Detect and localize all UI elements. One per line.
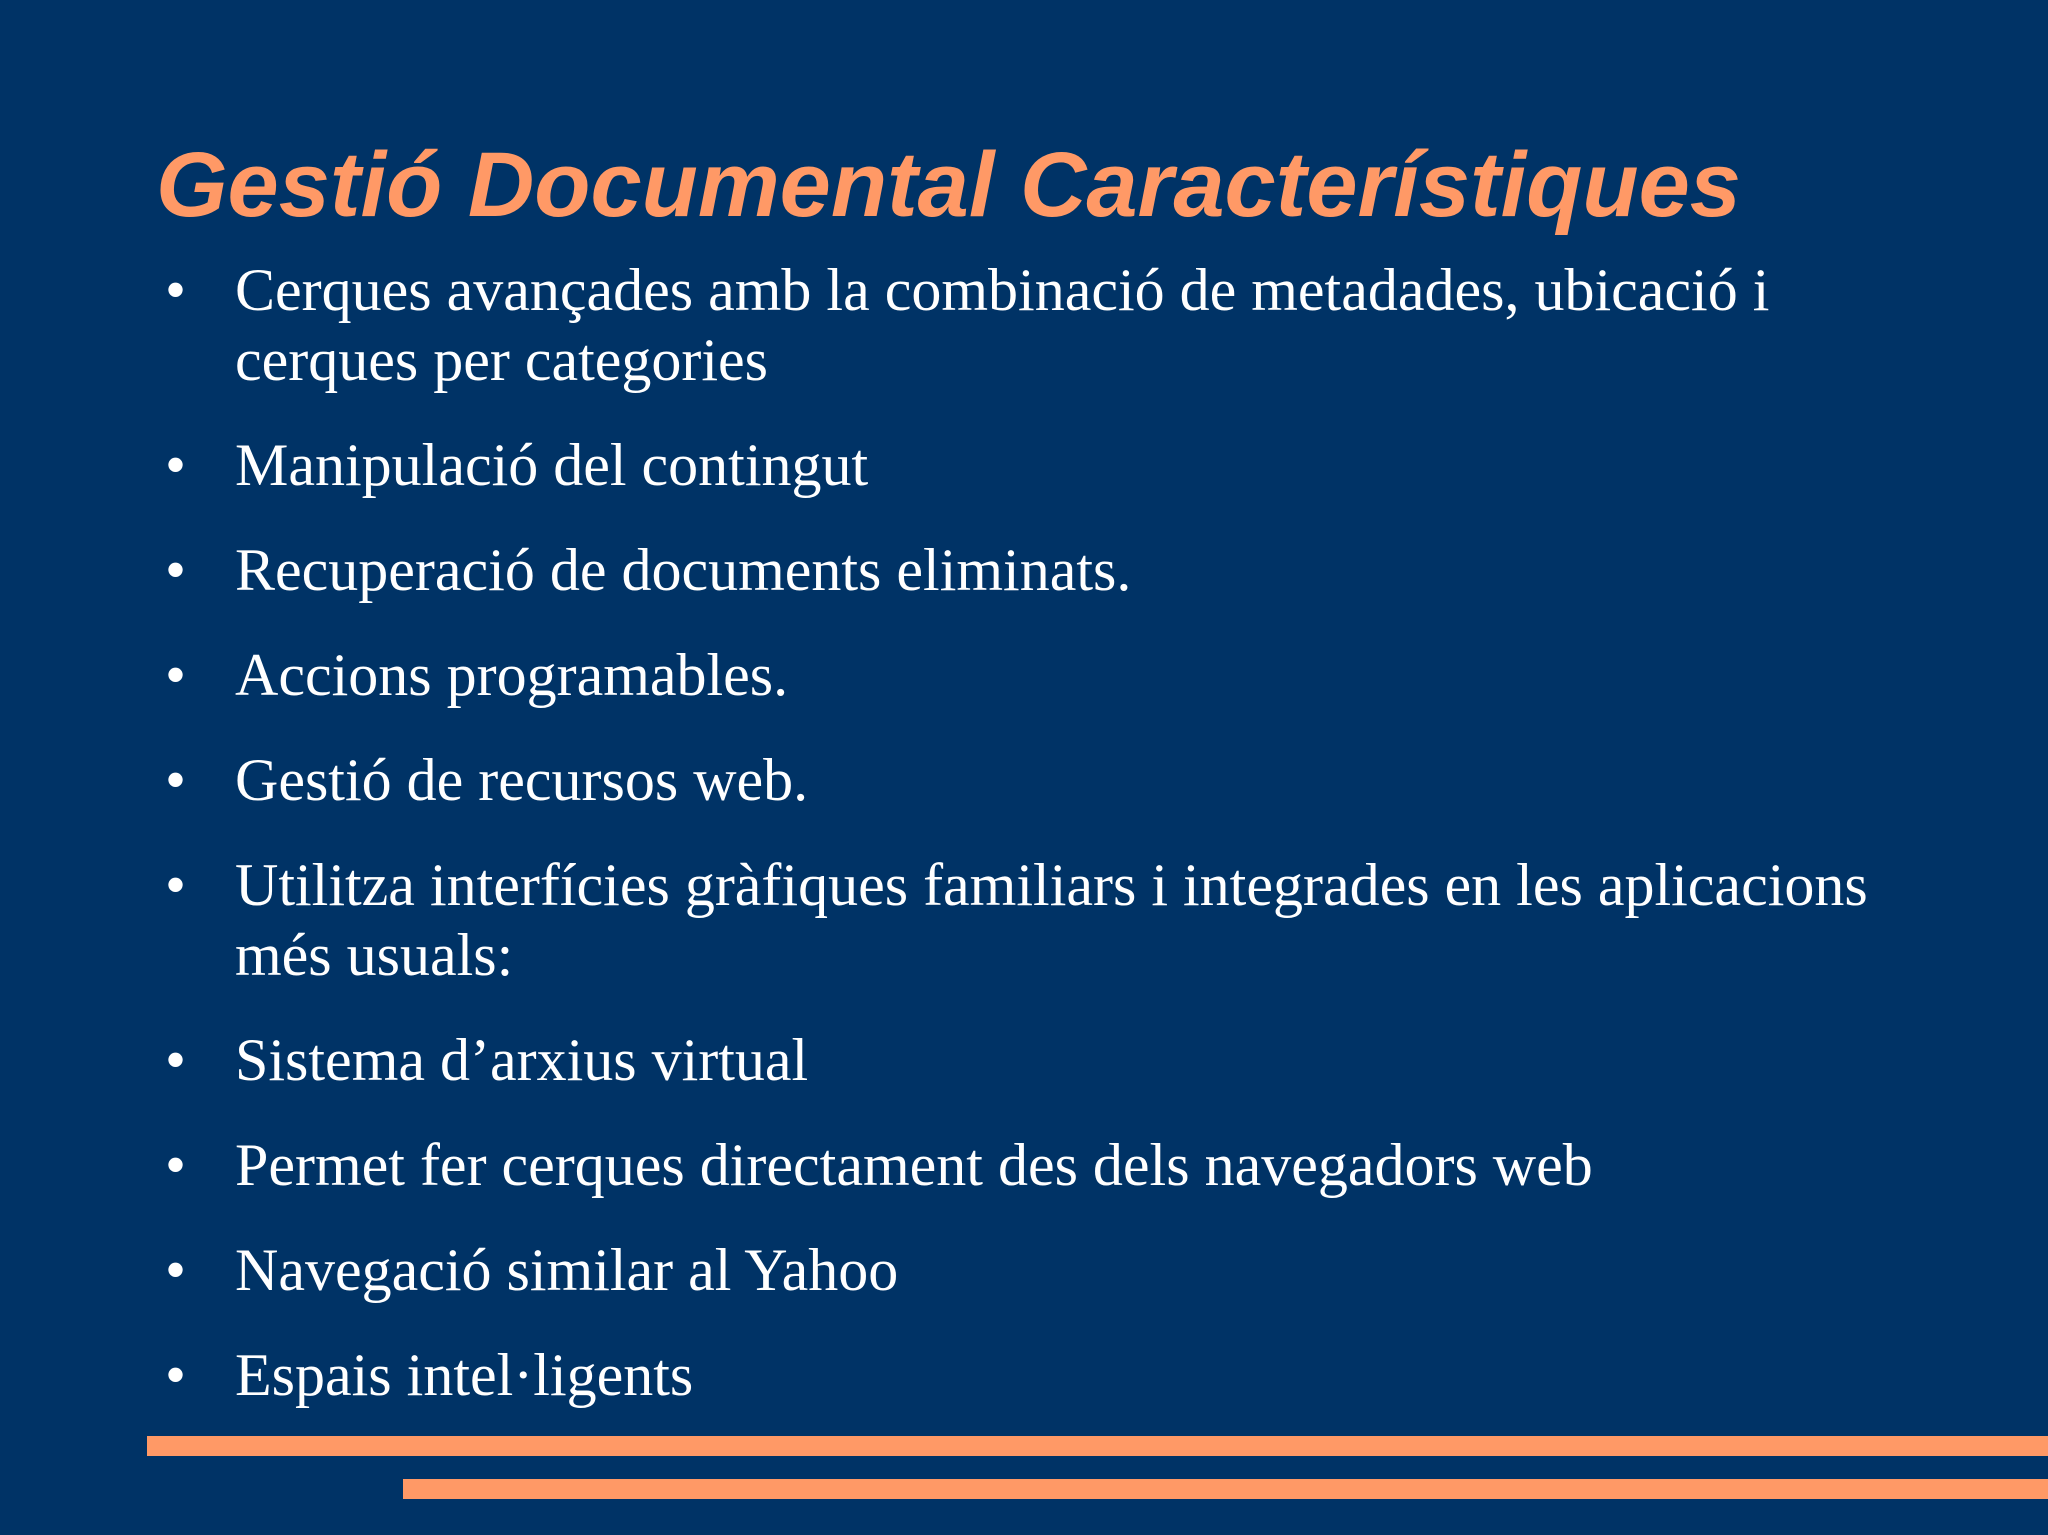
bullet-mark: • (165, 747, 187, 813)
bullet-item-9 (165, 1235, 1965, 1305)
bullet-text-9: Navegació similar al Yahoo (235, 1237, 899, 1303)
bullet-item-1 (165, 255, 1965, 395)
bullet-text-2: Manipulació del contingut (235, 432, 869, 498)
bullet-text-4: Accions programables. (235, 642, 789, 708)
bullet-mark: • (165, 1132, 187, 1198)
bullet-text-3: Recuperació de documents eliminats. (235, 537, 1132, 603)
bullet-mark: • (165, 537, 187, 603)
slide-title: Gestió Documental Característiques (156, 134, 1741, 236)
bullet-text-1: Cerques avançades amb la combinació de metadades, ubicació i cerques per categories (235, 257, 1770, 393)
accent-bar-top (147, 1436, 2048, 1456)
bullet-mark: • (165, 1237, 187, 1303)
bullet-mark: • (165, 257, 187, 323)
bullet-item-6 (165, 850, 1965, 990)
bullet-item-10 (165, 1340, 1965, 1410)
bullet-item-8 (165, 1130, 1965, 1200)
bullet-text-5: Gestió de recursos web. (235, 747, 809, 813)
bullet-item-7 (165, 1025, 1965, 1095)
bullet-item-2 (165, 430, 1965, 500)
bullet-item-5 (165, 745, 1965, 815)
bullet-mark: • (165, 642, 187, 708)
bullet-text-8: Permet fer cerques directament des dels navegadors web (235, 1132, 1593, 1198)
bullet-text-6: Utilitza interfícies gràfiques familiars i integrades en les aplicacions més usuals: (235, 852, 1868, 988)
bullet-mark: • (165, 432, 187, 498)
bullet-mark: • (165, 1027, 187, 1093)
bullet-text-10: Espais intel·ligents (235, 1342, 694, 1408)
accent-bar-bottom (403, 1479, 2048, 1499)
bullet-text-7: Sistema d’arxius virtual (235, 1027, 809, 1093)
bullet-list (165, 255, 1965, 1445)
bullet-mark: • (165, 1342, 187, 1408)
bullet-item-4 (165, 640, 1965, 710)
bullet-mark: • (165, 852, 187, 918)
bullet-item-3 (165, 535, 1965, 605)
